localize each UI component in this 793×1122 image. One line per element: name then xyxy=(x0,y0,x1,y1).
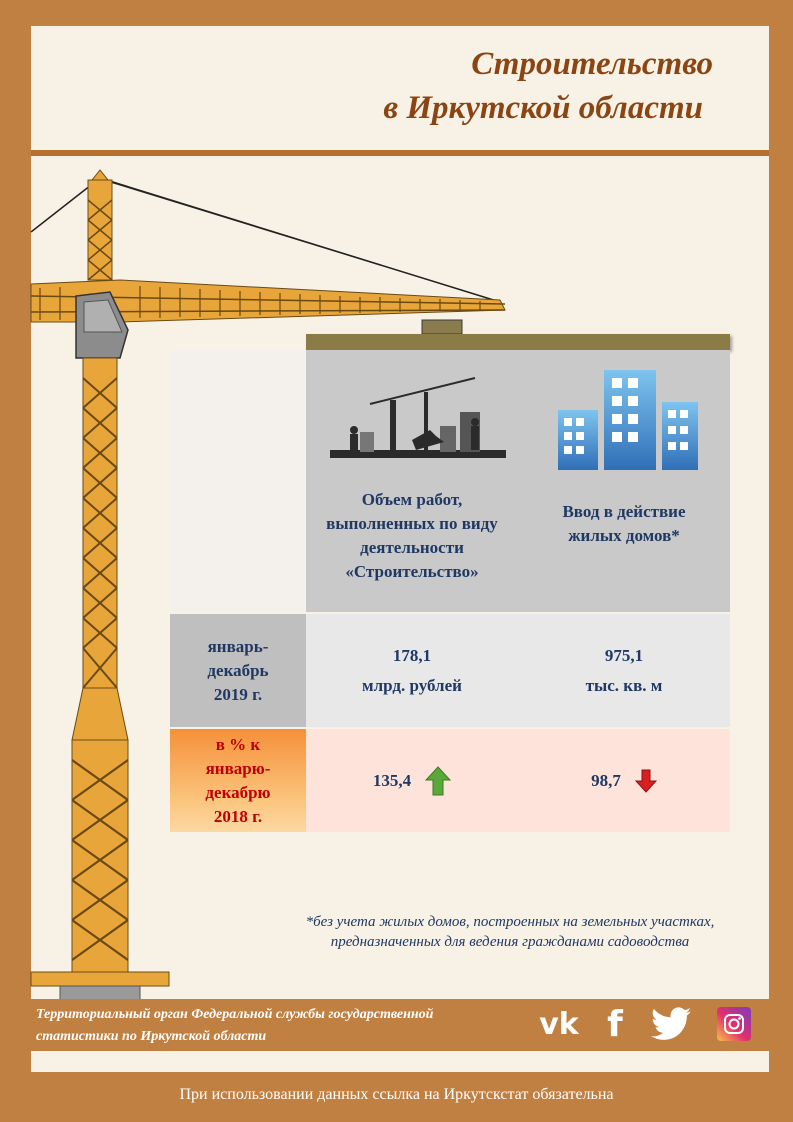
housing-value-2019 xyxy=(518,614,730,727)
column-header-housing xyxy=(518,350,730,612)
construction-value-2019 xyxy=(306,614,518,727)
twitter-icon[interactable] xyxy=(648,1005,694,1043)
buildings-icon xyxy=(558,370,698,470)
column-header-construction xyxy=(306,350,518,612)
title-line-1: Строительство xyxy=(471,46,713,82)
construction-percent-value: 135,4 xyxy=(372,770,412,790)
housing-value: 975,1 xyxy=(604,645,644,665)
column-header-construction-text: Объем работ, выполненных по виду деятельности «Строительство» xyxy=(326,490,498,581)
page-title xyxy=(383,42,713,130)
row-label-percent-2018: в % к январю-декабрю 2018 г. xyxy=(170,729,306,832)
attribution-note: При использовании данных ссылка на Иркутскстат обязательна xyxy=(179,1086,614,1103)
housing-unit: тыс. кв. м xyxy=(585,675,663,695)
organization-name: Территориальный орган Федеральной службы государственной статистики по Иркутской области xyxy=(36,1007,434,1044)
column-header-housing-text: Ввод в действие жилых домов* xyxy=(562,502,686,545)
arrow-up-icon xyxy=(425,766,451,796)
title-divider xyxy=(31,150,769,156)
facebook-icon[interactable]: f xyxy=(607,1003,623,1045)
table-top-bar xyxy=(306,334,730,350)
construction-site-icon xyxy=(330,370,506,460)
footnote: *без учета жилых домов, построенных на земельных участках, предназначенных для ведения гражданами садоводства xyxy=(305,914,715,950)
housing-percent-value: 98,7 xyxy=(591,770,621,790)
arrow-down-icon xyxy=(635,769,657,793)
construction-value: 178,1 xyxy=(392,645,432,665)
table-corner-cell xyxy=(170,350,306,612)
construction-percent xyxy=(306,729,518,832)
housing-percent xyxy=(518,729,730,832)
instagram-icon[interactable] xyxy=(716,1005,752,1043)
construction-unit: млрд. рублей xyxy=(362,675,462,695)
vk-icon[interactable]: vk xyxy=(539,1006,579,1042)
title-line-2: в Иркутской области xyxy=(383,90,703,126)
row-label-2019: январь-декабрь 2019 г. xyxy=(170,614,306,727)
